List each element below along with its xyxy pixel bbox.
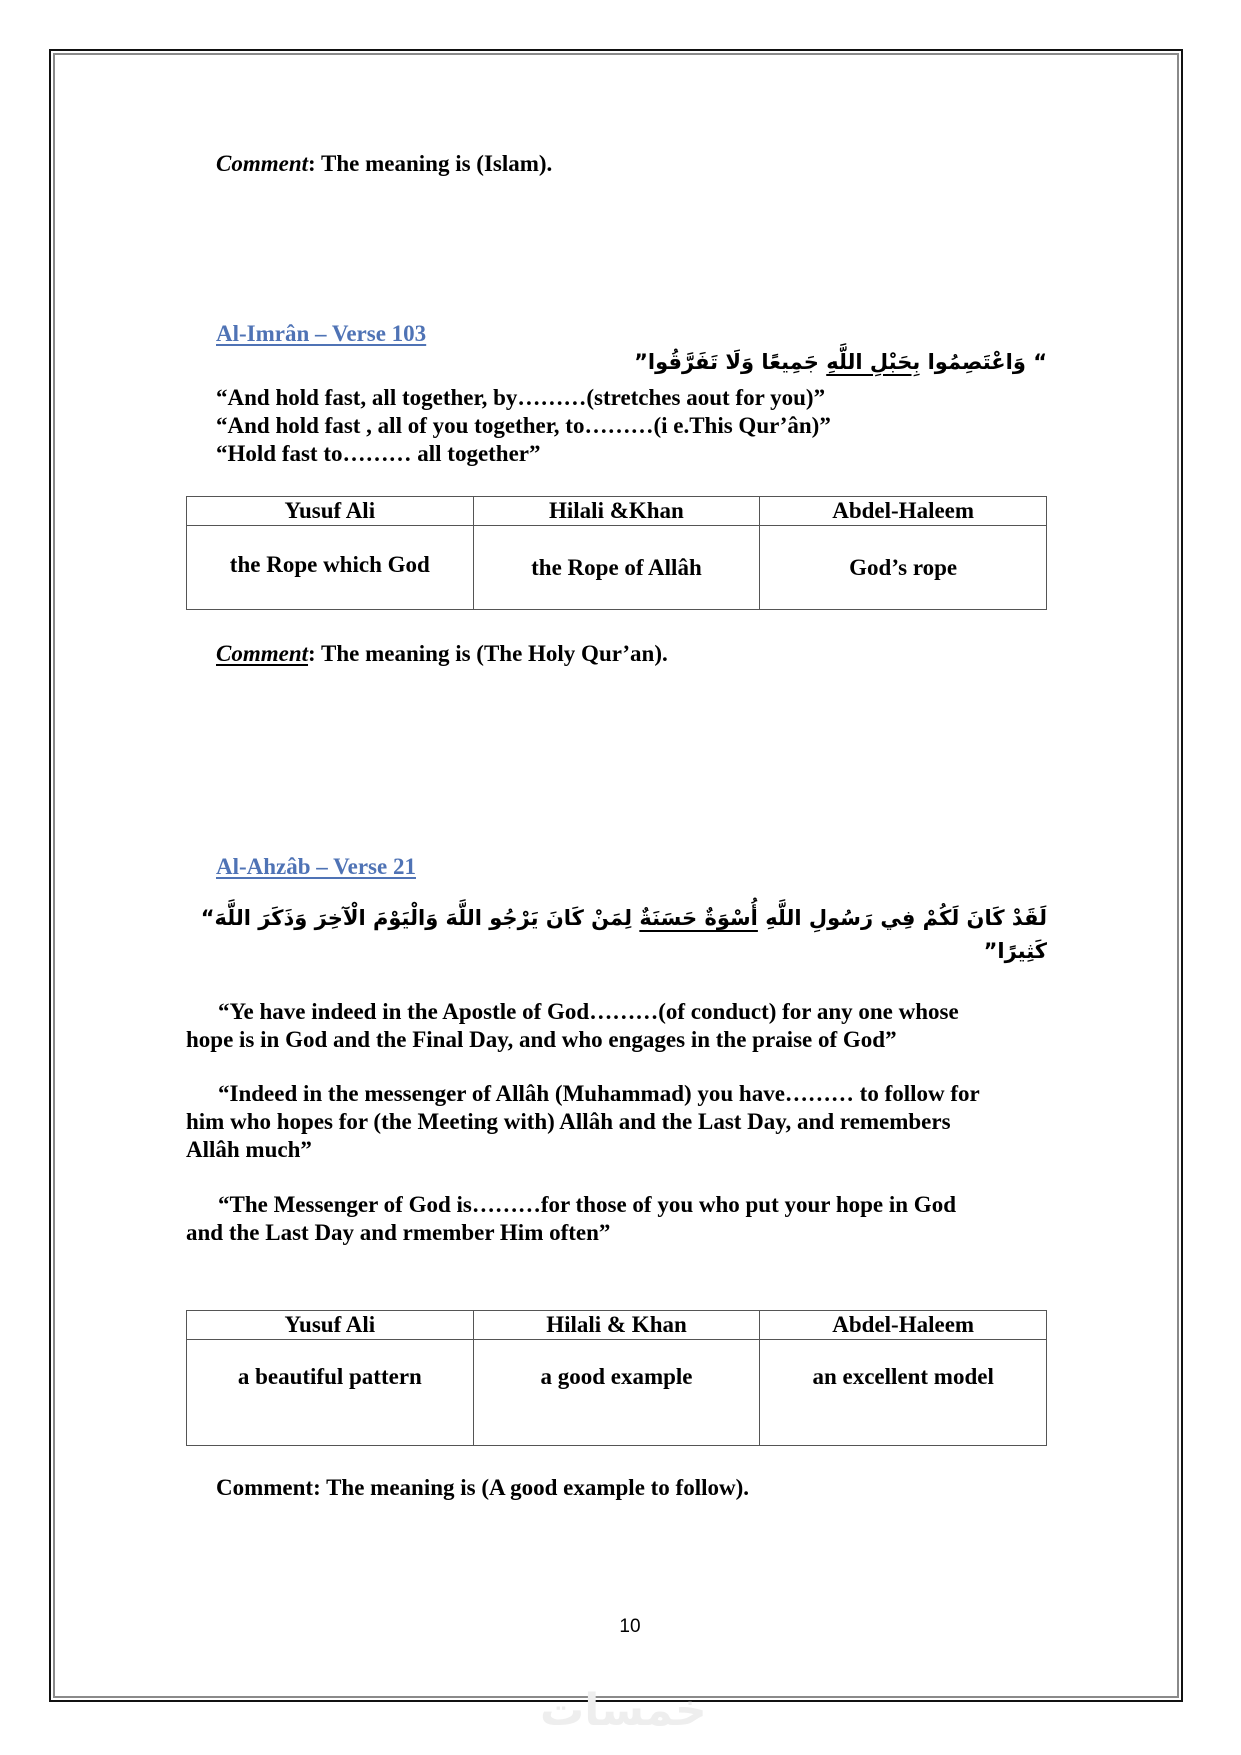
table-header-yusuf-ali: Yusuf Ali [187,497,474,526]
arabic-verse-underlined: بِحَبْلِ اللَّهِ [826,350,921,374]
translation-line: “Ye have indeed in the Apostle of God………(of conduct) for any one whose [218,999,959,1024]
translation-line-2: “And hold fast , all of you together, to………(i e.This Qur’ân)” [216,413,831,438]
table-header-hilali-khan: Hilali &Khan [473,497,760,526]
table-header-abdel-haleem: Abdel-Haleem [760,497,1047,526]
translation-line: Allâh much” [186,1137,312,1162]
table-header-hilali-khan: Hilali & Khan [473,1311,760,1340]
translation-table-al-ahzab [186,1310,1047,1446]
table-cell-hilali-khan [473,1340,760,1446]
translation-table-al-imran [186,496,1047,610]
comment-holy-quran [216,640,668,668]
cell-text: God’s rope [849,554,958,580]
table-header-row [187,497,1047,526]
comment-label: Comment [216,151,309,176]
table-cell-hilali-khan [473,526,760,610]
cell-text: the Rope which God [229,551,430,577]
translation-line: hope is in God and the Final Day, and who engages in the praise of God” [186,1027,897,1052]
arabic-verse-post: جَمِيعًا وَلَا تَفَرَّقُوا” [634,350,827,374]
translation-line-1: “And hold fast, all together, by………(stretches aout for you)” [216,385,826,410]
table-row [187,526,1047,610]
table-cell-abdel-haleem [760,1340,1047,1446]
section-heading-al-imran: Al-Imrân – Verse 103 [216,321,427,346]
arabic-verse-post: لِمَنْ كَانَ يَرْجُو اللَّهَ وَالْيَوْمَ الْآخِرَ وَذَكَرَ اللَّهَ“ [200,906,640,930]
table-cell-yusuf-ali [187,1340,474,1446]
arabic-verse-al-imran [634,350,1047,374]
comment-text: : The meaning is (Islam). [308,151,553,176]
arabic-verse-al-ahzab-line-1 [201,906,1047,930]
comment-text: : The meaning is (The Holy Qur’an). [308,641,668,666]
translation-hilali-khan [186,1080,980,1164]
comment-label: Comment [216,641,309,666]
arabic-verse-underlined: أُسْوَةٌ حَسَنَةٌ [639,906,758,930]
table-header-row [187,1311,1047,1340]
translation-yusuf-ali [186,998,959,1054]
arabic-verse-pre: لَقَدْ كَانَ لَكُمْ فِي رَسُولِ اللَّهِ [757,906,1047,930]
translation-line: and the Last Day and rmember Him often” [186,1220,611,1245]
table-row [187,1340,1047,1446]
translation-line-3: “Hold fast to……… all together” [216,441,541,466]
cell-text: the Rope of Allâh [531,554,702,580]
translation-line: “The Messenger of God is………for those of you who put your hope in God [218,1192,956,1217]
cell-text: a beautiful pattern [237,1364,422,1389]
section-heading-al-ahzab: Al-Ahzâb – Verse 21 [216,854,416,879]
translation-line: him who hopes for (the Meeting with) Allâh and the Last Day, and remembers [186,1109,951,1134]
cell-text: a good example [540,1364,693,1389]
table-cell-yusuf-ali [187,526,474,610]
table-header-yusuf-ali: Yusuf Ali [187,1311,474,1340]
comment-good-example: Comment: The meaning is (A good example to follow). [216,1475,750,1500]
arabic-verse-al-ahzab-line-2: كَثِيرًا” [983,939,1047,963]
table-header-abdel-haleem: Abdel-Haleem [760,1311,1047,1340]
page-number: 10 [619,1616,641,1637]
translation-line: “Indeed in the messenger of Allâh (Muhammad) you have……… to follow for [218,1081,980,1106]
table-cell-abdel-haleem [760,526,1047,610]
cell-text: an excellent model [812,1364,994,1389]
translation-abdel-haleem [186,1191,956,1247]
arabic-verse-pre: “ وَاعْتَصِمُوا [920,350,1047,374]
comment-islam [216,150,552,178]
watermark-logo: خمسات [540,1685,707,1736]
